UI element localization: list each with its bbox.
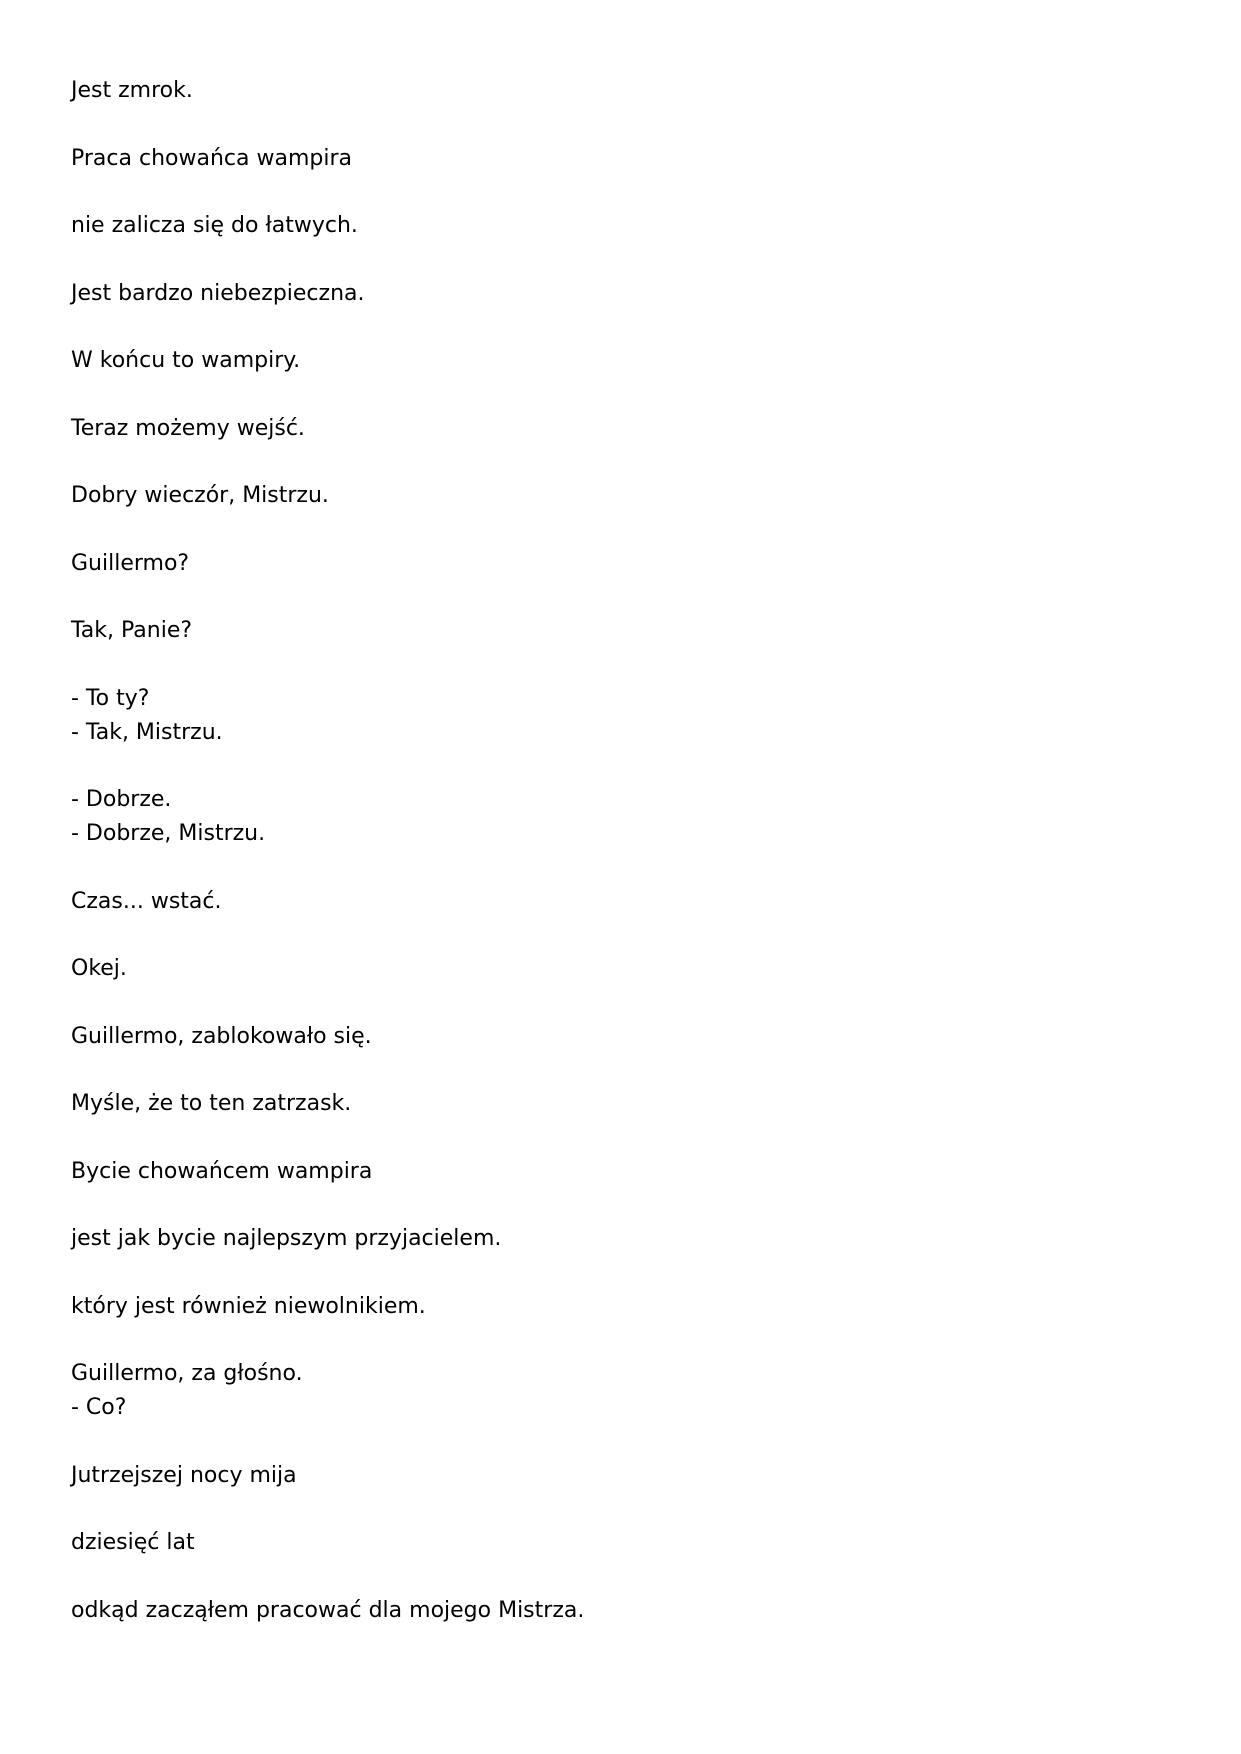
subtitle-block — [71, 412, 1171, 446]
subtitle-line: W końcu to wampiry. — [71, 348, 301, 373]
subtitle-block — [71, 1222, 1171, 1256]
subtitle-block — [71, 547, 1171, 581]
subtitle-block — [71, 209, 1171, 243]
subtitle-block — [71, 885, 1171, 919]
subtitle-line: - Co? — [71, 1395, 127, 1420]
subtitle-line: Jest bardzo niebezpieczna. — [71, 280, 365, 306]
subtitle-block — [71, 614, 1171, 648]
subtitle-block — [71, 1020, 1171, 1054]
subtitle-block — [71, 1290, 1171, 1324]
subtitle-line: Czas... wstać. — [71, 888, 222, 914]
subtitle-text — [71, 74, 1171, 1661]
subtitle-line: Jutrzejszej nocy mija — [71, 1462, 297, 1488]
subtitle-block — [71, 142, 1171, 176]
subtitle-block — [71, 1594, 1171, 1628]
subtitle-block — [71, 952, 1171, 986]
subtitle-line: Okej. — [71, 956, 127, 981]
subtitle-block — [71, 1155, 1171, 1189]
subtitle-line: - Dobrze, Mistrzu. — [71, 821, 266, 846]
subtitle-line: Dobry wieczór, Mistrzu. — [71, 483, 329, 508]
subtitle-line: Guillermo, za głośno. — [71, 1361, 303, 1386]
subtitle-line: Myśle, że to ten zatrzask. — [71, 1091, 352, 1116]
subtitle-line: - To ty? — [71, 685, 150, 711]
subtitle-line: Teraz możemy wejść. — [71, 415, 305, 441]
subtitle-block — [71, 1087, 1171, 1121]
subtitle-line: Tak, Panie? — [71, 618, 193, 643]
subtitle-line: Guillermo, zablokowało się. — [71, 1023, 372, 1049]
subtitle-line: Praca chowańca wampira — [71, 145, 352, 171]
subtitle-line: dziesięć lat — [71, 1530, 195, 1555]
subtitle-line: Jest zmrok. — [71, 78, 193, 103]
subtitle-block — [71, 783, 1171, 851]
subtitle-block — [71, 1357, 1171, 1425]
subtitle-block — [71, 479, 1171, 513]
subtitle-line: nie zalicza się do łatwych. — [71, 213, 358, 238]
subtitle-block — [71, 1526, 1171, 1560]
subtitle-line: Guillermo? — [71, 550, 190, 576]
subtitle-line: który jest również niewolnikiem. — [71, 1293, 426, 1319]
subtitle-line: Bycie chowańcem wampira — [71, 1158, 373, 1184]
subtitle-line: jest jak bycie najlepszym przyjacielem. — [71, 1226, 502, 1251]
subtitle-block — [71, 1459, 1171, 1493]
subtitle-line: odkąd zacząłem pracować dla mojego Mistrza. — [71, 1597, 585, 1623]
subtitle-block — [71, 344, 1171, 378]
subtitle-line: - Tak, Mistrzu. — [71, 719, 223, 745]
subtitle-block — [71, 277, 1171, 311]
subtitle-block — [71, 682, 1171, 750]
subtitle-block — [71, 74, 1171, 108]
subtitle-line: - Dobrze. — [71, 787, 172, 812]
